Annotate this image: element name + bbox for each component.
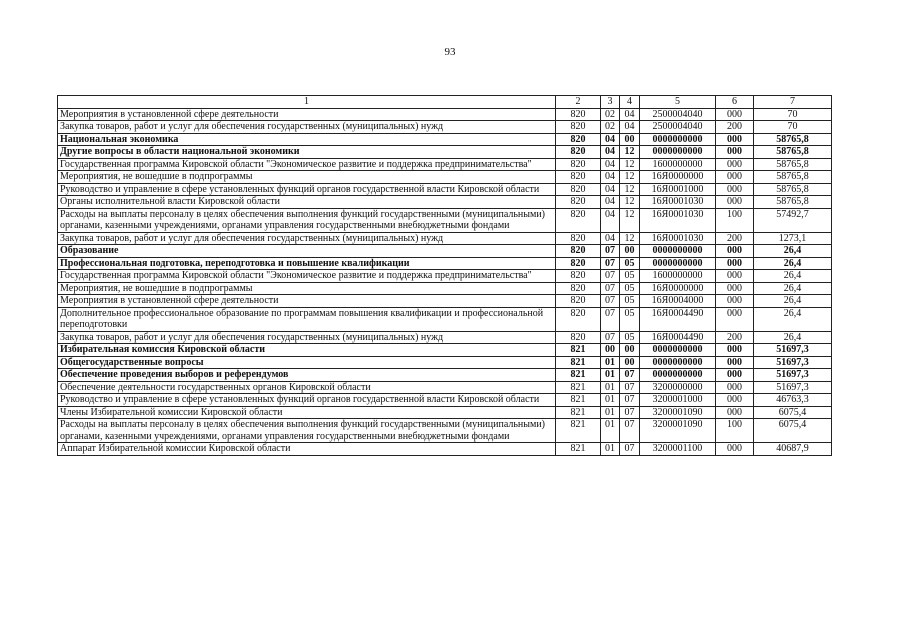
target-article-cell: 16Я0004490 (640, 307, 716, 331)
table-row (58, 171, 832, 184)
amount-cell: 26,4 (754, 331, 832, 344)
ministry-code-cell: 820 (556, 295, 601, 308)
target-article-cell: 1600000000 (640, 270, 716, 283)
expense-type-cell: 000 (716, 171, 754, 184)
ministry-code-cell: 820 (556, 307, 601, 331)
subsection-code-cell: 07 (620, 369, 640, 382)
amount-cell: 51697,3 (754, 344, 832, 357)
amount-cell: 57492,7 (754, 208, 832, 232)
subsection-code-cell: 05 (620, 331, 640, 344)
amount-cell: 26,4 (754, 282, 832, 295)
table-row (58, 356, 832, 369)
target-article-cell: 16Я0001000 (640, 183, 716, 196)
header-cell: 1 (58, 96, 556, 109)
ministry-code-cell: 821 (556, 356, 601, 369)
table-row (58, 121, 832, 134)
target-article-cell: 16Я0001030 (640, 196, 716, 209)
expense-type-cell: 000 (716, 257, 754, 270)
ministry-code-cell: 820 (556, 257, 601, 270)
expense-name-cell: Дополнительное профессиональное образование по программам повышения квалификации и профессиональной переподготовки (58, 307, 556, 331)
section-code-cell: 04 (601, 196, 620, 209)
subsection-code-cell: 05 (620, 282, 640, 295)
ministry-code-cell: 820 (556, 171, 601, 184)
header-cell: 4 (620, 96, 640, 109)
table-row (58, 331, 832, 344)
amount-cell: 6075,4 (754, 419, 832, 443)
expense-name-cell: Государственная программа Кировской области "Экономическое развитие и поддержка предпринимательства" (58, 270, 556, 283)
ministry-code-cell: 820 (556, 121, 601, 134)
subsection-code-cell: 07 (620, 419, 640, 443)
subsection-code-cell: 12 (620, 196, 640, 209)
expense-type-cell: 000 (716, 183, 754, 196)
expense-type-cell: 000 (716, 282, 754, 295)
section-code-cell: 07 (601, 245, 620, 258)
section-code-cell: 00 (601, 344, 620, 357)
subsection-code-cell: 07 (620, 443, 640, 456)
amount-cell: 51697,3 (754, 381, 832, 394)
target-article-cell: 16Я0004000 (640, 295, 716, 308)
target-article-cell: 16Я0000000 (640, 282, 716, 295)
section-code-cell: 04 (601, 171, 620, 184)
amount-cell: 58765,8 (754, 158, 832, 171)
table-row (58, 381, 832, 394)
table-row (58, 108, 832, 121)
amount-cell: 58765,8 (754, 146, 832, 159)
subsection-code-cell: 00 (620, 344, 640, 357)
subsection-code-cell: 12 (620, 208, 640, 232)
expense-type-cell: 100 (716, 208, 754, 232)
expense-name-cell: Обеспечение деятельности государственных органов Кировской области (58, 381, 556, 394)
ministry-code-cell: 821 (556, 394, 601, 407)
subsection-code-cell: 05 (620, 307, 640, 331)
target-article-cell: 0000000000 (640, 245, 716, 258)
section-code-cell: 01 (601, 394, 620, 407)
section-code-cell: 01 (601, 443, 620, 456)
section-code-cell: 02 (601, 121, 620, 134)
table-row (58, 270, 832, 283)
amount-cell: 26,4 (754, 270, 832, 283)
amount-cell: 58765,8 (754, 133, 832, 146)
ministry-code-cell: 821 (556, 381, 601, 394)
table-row (58, 443, 832, 456)
target-article-cell: 3200001000 (640, 394, 716, 407)
subsection-code-cell: 04 (620, 108, 640, 121)
section-code-cell: 04 (601, 183, 620, 196)
expense-name-cell: Члены Избирательной комиссии Кировской области (58, 406, 556, 419)
table-row (58, 295, 832, 308)
header-cell: 7 (754, 96, 832, 109)
table-row (58, 232, 832, 245)
subsection-code-cell: 05 (620, 295, 640, 308)
target-article-cell: 16Я0001030 (640, 208, 716, 232)
ministry-code-cell: 820 (556, 270, 601, 283)
ministry-code-cell: 820 (556, 282, 601, 295)
table-row (58, 257, 832, 270)
ministry-code-cell: 820 (556, 108, 601, 121)
section-code-cell: 02 (601, 108, 620, 121)
ministry-code-cell: 820 (556, 133, 601, 146)
expense-type-cell: 000 (716, 108, 754, 121)
expense-name-cell: Профессиональная подготовка, переподготовка и повышение квалификации (58, 257, 556, 270)
target-article-cell: 0000000000 (640, 133, 716, 146)
expense-name-cell: Государственная программа Кировской области "Экономическое развитие и поддержка предпринимательства" (58, 158, 556, 171)
amount-cell: 26,4 (754, 257, 832, 270)
expense-name-cell: Мероприятия в установленной сфере деятельности (58, 295, 556, 308)
expense-name-cell: Закупка товаров, работ и услуг для обеспечения государственных (муниципальных) нужд (58, 331, 556, 344)
expense-type-cell: 000 (716, 394, 754, 407)
amount-cell: 51697,3 (754, 369, 832, 382)
amount-cell: 26,4 (754, 295, 832, 308)
budget-table (57, 95, 832, 456)
expense-type-cell: 200 (716, 232, 754, 245)
header-cell: 3 (601, 96, 620, 109)
amount-cell: 51697,3 (754, 356, 832, 369)
expense-type-cell: 000 (716, 245, 754, 258)
section-code-cell: 01 (601, 381, 620, 394)
expense-name-cell: Общегосударственные вопросы (58, 356, 556, 369)
expense-name-cell: Закупка товаров, работ и услуг для обеспечения государственных (муниципальных) нужд (58, 121, 556, 134)
section-code-cell: 04 (601, 158, 620, 171)
target-article-cell: 1600000000 (640, 158, 716, 171)
amount-cell: 6075,4 (754, 406, 832, 419)
ministry-code-cell: 820 (556, 158, 601, 171)
header-row (58, 96, 832, 109)
section-code-cell: 07 (601, 270, 620, 283)
ministry-code-cell: 820 (556, 183, 601, 196)
expense-name-cell: Мероприятия, не вошедшие в подпрограммы (58, 282, 556, 295)
subsection-code-cell: 04 (620, 121, 640, 134)
ministry-code-cell: 821 (556, 406, 601, 419)
ministry-code-cell: 821 (556, 419, 601, 443)
expense-type-cell: 000 (716, 133, 754, 146)
expense-name-cell: Руководство и управление в сфере установленных функций органов государственной власти Кировской области (58, 394, 556, 407)
expense-name-cell: Национальная экономика (58, 133, 556, 146)
subsection-code-cell: 12 (620, 158, 640, 171)
section-code-cell: 04 (601, 146, 620, 159)
target-article-cell: 2500004040 (640, 121, 716, 134)
target-article-cell: 0000000000 (640, 344, 716, 357)
expense-type-cell: 100 (716, 419, 754, 443)
ministry-code-cell: 820 (556, 232, 601, 245)
expense-type-cell: 000 (716, 270, 754, 283)
target-article-cell: 3200000000 (640, 381, 716, 394)
table-row (58, 406, 832, 419)
page-number: 93 (444, 46, 456, 58)
ministry-code-cell: 821 (556, 443, 601, 456)
expense-type-cell: 000 (716, 295, 754, 308)
target-article-cell: 0000000000 (640, 146, 716, 159)
target-article-cell: 16Я0000000 (640, 171, 716, 184)
subsection-code-cell: 05 (620, 257, 640, 270)
section-code-cell: 07 (601, 295, 620, 308)
amount-cell: 70 (754, 121, 832, 134)
ministry-code-cell: 821 (556, 344, 601, 357)
target-article-cell: 3200001100 (640, 443, 716, 456)
amount-cell: 58765,8 (754, 171, 832, 184)
section-code-cell: 04 (601, 208, 620, 232)
amount-cell: 46763,3 (754, 394, 832, 407)
expense-name-cell: Органы исполнительной власти Кировской области (58, 196, 556, 209)
table-row (58, 245, 832, 258)
expense-name-cell: Аппарат Избирательной комиссии Кировской области (58, 443, 556, 456)
expense-name-cell: Расходы на выплаты персоналу в целях обеспечения выполнения функций государственными (муниципальными) органами, казенными учреждениями, органами управления государственными внебюджетными фондами (58, 208, 556, 232)
header-cell: 6 (716, 96, 754, 109)
amount-cell: 58765,8 (754, 183, 832, 196)
ministry-code-cell: 821 (556, 369, 601, 382)
subsection-code-cell: 12 (620, 146, 640, 159)
subsection-code-cell: 05 (620, 270, 640, 283)
target-article-cell: 0000000000 (640, 369, 716, 382)
subsection-code-cell: 00 (620, 245, 640, 258)
header-cell: 2 (556, 96, 601, 109)
amount-cell: 58765,8 (754, 196, 832, 209)
section-code-cell: 07 (601, 307, 620, 331)
table-row (58, 196, 832, 209)
table-row (58, 394, 832, 407)
ministry-code-cell: 820 (556, 331, 601, 344)
expense-name-cell: Избирательная комиссия Кировской области (58, 344, 556, 357)
amount-cell: 26,4 (754, 245, 832, 258)
expense-type-cell: 000 (716, 406, 754, 419)
target-article-cell: 2500004040 (640, 108, 716, 121)
target-article-cell: 16Я0001030 (640, 232, 716, 245)
ministry-code-cell: 820 (556, 196, 601, 209)
expense-type-cell: 000 (716, 344, 754, 357)
table-row (58, 419, 832, 443)
section-code-cell: 07 (601, 331, 620, 344)
expense-name-cell: Мероприятия в установленной сфере деятельности (58, 108, 556, 121)
table-row (58, 344, 832, 357)
expense-name-cell: Мероприятия, не вошедшие в подпрограммы (58, 171, 556, 184)
subsection-code-cell: 00 (620, 356, 640, 369)
target-article-cell: 0000000000 (640, 356, 716, 369)
target-article-cell: 3200001090 (640, 419, 716, 443)
amount-cell: 70 (754, 108, 832, 121)
subsection-code-cell: 12 (620, 232, 640, 245)
expense-name-cell: Обеспечение проведения выборов и референдумов (58, 369, 556, 382)
ministry-code-cell: 820 (556, 245, 601, 258)
expense-type-cell: 000 (716, 369, 754, 382)
expense-name-cell: Образование (58, 245, 556, 258)
amount-cell: 1273,1 (754, 232, 832, 245)
expense-name-cell: Закупка товаров, работ и услуг для обеспечения государственных (муниципальных) нужд (58, 232, 556, 245)
expense-type-cell: 000 (716, 146, 754, 159)
section-code-cell: 01 (601, 406, 620, 419)
table-row (58, 183, 832, 196)
table-row (58, 158, 832, 171)
expense-type-cell: 000 (716, 356, 754, 369)
table-row (58, 146, 832, 159)
target-article-cell: 16Я0004490 (640, 331, 716, 344)
expense-type-cell: 200 (716, 331, 754, 344)
section-code-cell: 04 (601, 232, 620, 245)
ministry-code-cell: 820 (556, 146, 601, 159)
table-row (58, 282, 832, 295)
expense-type-cell: 200 (716, 121, 754, 134)
section-code-cell: 01 (601, 356, 620, 369)
subsection-code-cell: 00 (620, 133, 640, 146)
table-row (58, 208, 832, 232)
table-row (58, 369, 832, 382)
expense-type-cell: 000 (716, 307, 754, 331)
section-code-cell: 04 (601, 133, 620, 146)
expense-name-cell: Расходы на выплаты персоналу в целях обеспечения выполнения функций государственными (муниципальными) органами, казенными учреждениями, органами управления государственными внебюджетными фондами (58, 419, 556, 443)
subsection-code-cell: 12 (620, 183, 640, 196)
expense-name-cell: Руководство и управление в сфере установленных функций органов государственной власти Кировской области (58, 183, 556, 196)
amount-cell: 40687,9 (754, 443, 832, 456)
section-code-cell: 01 (601, 419, 620, 443)
header-cell: 5 (640, 96, 716, 109)
target-article-cell: 0000000000 (640, 257, 716, 270)
subsection-code-cell: 07 (620, 394, 640, 407)
subsection-code-cell: 07 (620, 381, 640, 394)
section-code-cell: 01 (601, 369, 620, 382)
section-code-cell: 07 (601, 282, 620, 295)
budget-table-body (58, 96, 832, 456)
expense-type-cell: 000 (716, 158, 754, 171)
section-code-cell: 07 (601, 257, 620, 270)
expense-type-cell: 000 (716, 196, 754, 209)
target-article-cell: 3200001090 (640, 406, 716, 419)
expense-name-cell: Другие вопросы в области национальной экономики (58, 146, 556, 159)
table-row (58, 133, 832, 146)
amount-cell: 26,4 (754, 307, 832, 331)
expense-type-cell: 000 (716, 381, 754, 394)
ministry-code-cell: 820 (556, 208, 601, 232)
table-row (58, 307, 832, 331)
subsection-code-cell: 12 (620, 171, 640, 184)
subsection-code-cell: 07 (620, 406, 640, 419)
expense-type-cell: 000 (716, 443, 754, 456)
